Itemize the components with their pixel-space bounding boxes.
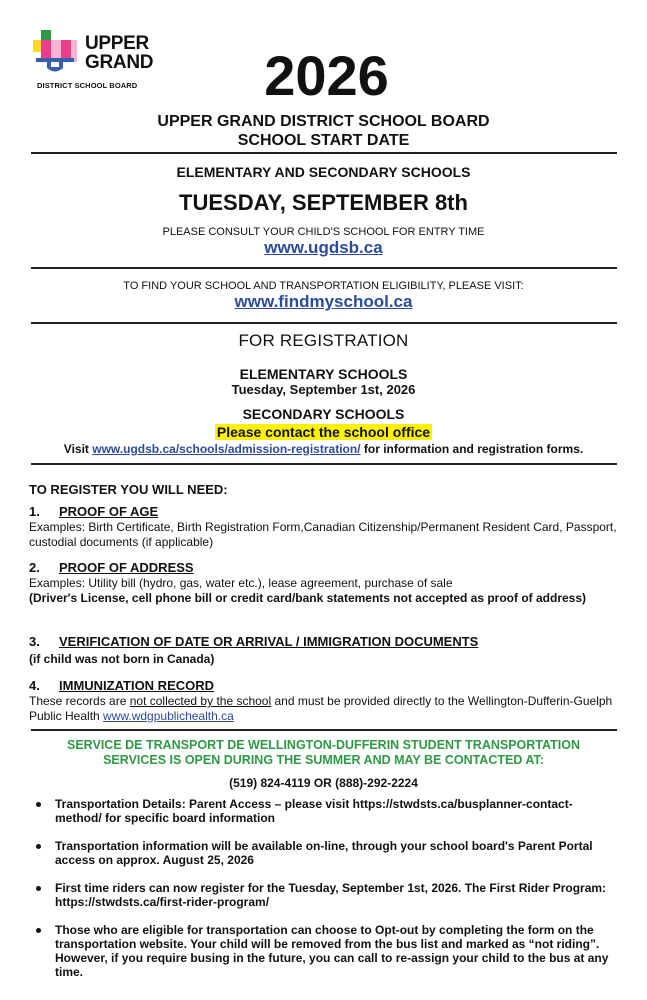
immunization-text-prefix: These records are [29,694,130,708]
secondary-note-wrap [0,424,647,441]
visit-prefix: Visit [63,442,93,456]
list-item [32,923,617,979]
bullet-icon [36,802,41,807]
divider [31,152,617,154]
logo-line-upper: UPPER [85,33,149,54]
immunization-text-underlined: not collected by the school [129,694,272,708]
visit-suffix: for information and registration forms. [360,442,584,456]
list-item [32,797,617,825]
requirement-title [29,634,619,650]
list-item-text: First time riders can now register for the Tuesday, September 1st, 2026. The First Rider Program: https://stwdsts.ca/first-rider-program/ [55,881,607,909]
transport-phone: (519) 824-4119 OR (888)-292-2224 [229,776,418,790]
list-item-text: Those who are eligible for transportation can choose to Opt-out by completing the form on the transportation website. Your child will be removed from the bus list and marked as “not riding”. However, if you require busing in the future, you can call to re-assign your child to the bus at any time. [55,923,609,979]
secondary-heading: SECONDARY SCHOOLS [242,406,405,422]
requirement-title-text: IMMUNIZATION RECORD [59,678,215,693]
find-school-text: TO FIND YOUR SCHOOL AND TRANSPORTATION ELIGIBILITY, PLEASE VISIT: [123,280,524,292]
registration-heading: FOR REGISTRATION [238,331,409,350]
ugdsb-link-wrap [0,238,647,258]
entry-time-note: PLEASE CONSULT YOUR CHILD'S SCHOOL FOR ENTRY TIME [162,226,485,238]
divider [31,322,617,324]
divider [31,729,617,731]
bullet-icon [36,928,41,933]
divider [31,463,617,465]
registration-visit-line [0,441,647,457]
requirement-note: (Driver's License, cell phone bill or credit card/bank statements not accepted as proof of address) [29,591,587,605]
public-health-link[interactable]: www.wdgpublichealth.ca [103,709,234,723]
logo-line-grand: GRAND [85,52,154,73]
bullet-icon [36,844,41,849]
start-date-label: SCHOOL START DATE [237,132,410,149]
requirement-note: (if child was not born in Canada) [29,652,215,666]
bullet-icon [36,886,41,891]
requirement-title [29,678,619,694]
requirement-title-text: VERIFICATION OF DATE OR ARRIVAL / IMMIGRATION DOCUMENTS [59,634,479,649]
board-name: UPPER GRAND DISTRICT SCHOOL BOARD [157,113,490,130]
list-item [32,839,617,867]
divider [31,267,617,269]
findmyschool-link[interactable]: www.findmyschool.ca [234,292,413,311]
secondary-note-highlight: Please contact the school office [216,424,431,440]
elementary-registration-date: Tuesday, September 1st, 2026 [231,382,416,397]
requirement-title [29,504,619,520]
requirement-number: 2. [29,560,40,575]
requirement-number: 1. [29,504,40,519]
ugdsb-link[interactable]: www.ugdsb.ca [264,238,383,257]
logo-subline: DISTRICT SCHOOL BOARD [37,81,138,90]
immunization-text-middle: and must be provided directly to the Wellington-Dufferin-Guelph Public Health [29,694,613,723]
list-item-text: Transportation Details: Parent Access – please visit https://stwdsts.ca/busplanner-contact-method/ for specific board information [55,797,573,825]
requirement-number: 3. [29,634,40,649]
requirement-details [29,576,619,606]
elementary-heading: ELEMENTARY SCHOOLS [239,366,408,382]
requirement-title-text: PROOF OF AGE [59,504,159,519]
list-item [32,881,617,909]
requirement-number: 4. [29,678,40,693]
requirement-text: Examples: Utility bill (hydro, gas, water etc.), lease agreement, purchase of sale [29,576,453,590]
transport-heading-line2: SERVICES IS OPEN DURING THE SUMMER AND MAY BE CONTACTED AT: [103,753,544,767]
start-date: TUESDAY, SEPTEMBER 8th [179,190,468,215]
requirement-text: Examples: Birth Certificate, Birth Registration Form,Canadian Citizenship/Permanent Resident Card, Passport, custodial documents (if applicable) [29,520,617,549]
requirement-title [29,560,619,576]
findmyschool-link-wrap [0,292,647,312]
requirement-title-text: PROOF OF ADDRESS [59,560,194,575]
transport-heading-line1: SERVICE DE TRANSPORT DE WELLINGTON-DUFFERIN STUDENT TRANSPORTATION [67,738,580,752]
requirement-text [29,694,619,724]
school-types: ELEMENTARY AND SECONDARY SCHOOLS [176,164,471,180]
requirements-heading: TO REGISTER YOU WILL NEED: [29,482,228,497]
admission-registration-link[interactable]: www.ugdsb.ca/schools/admission-registration/ [92,442,361,456]
year-title: 2026 [264,44,389,107]
transport-info-list [32,797,617,979]
list-item-text: Transportation information will be available on-line, through your school board's Parent Portal access on approx. August 25, 2026 [55,839,593,867]
